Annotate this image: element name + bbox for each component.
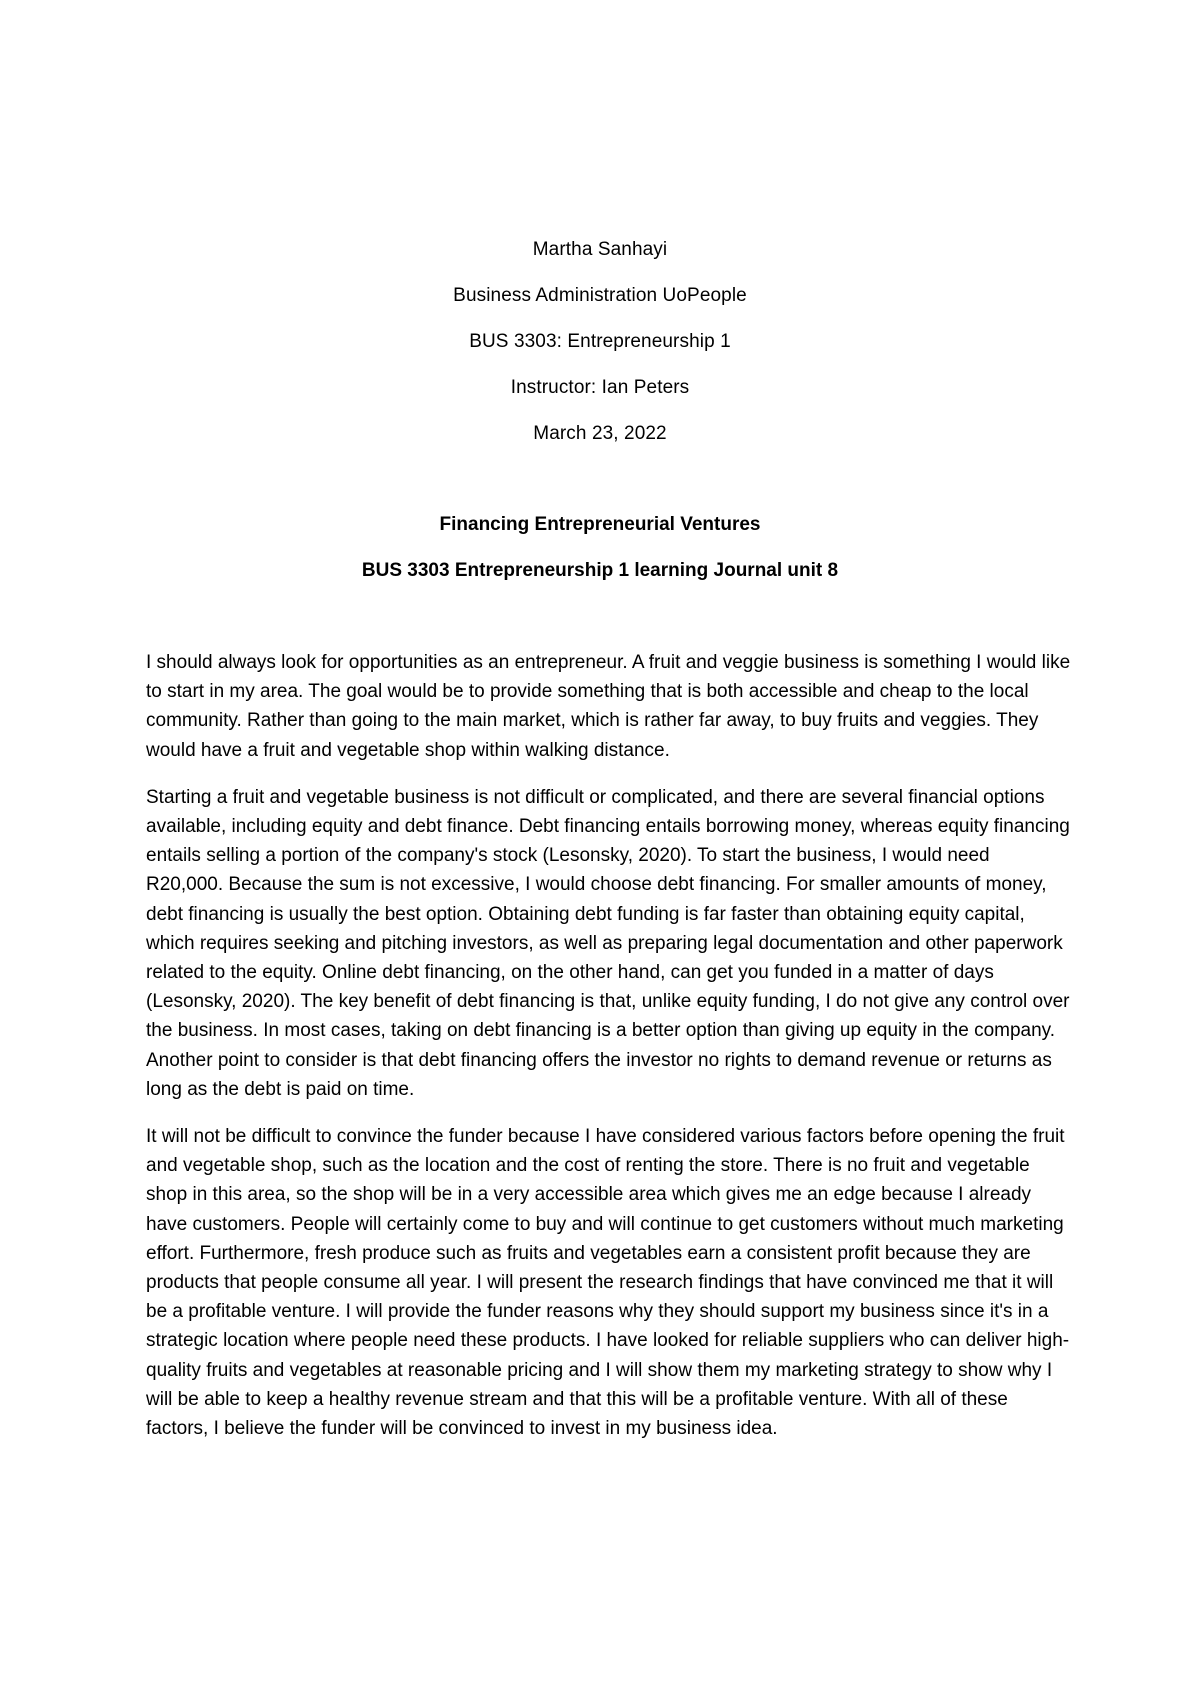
- instructor-name: Instructor: Ian Peters: [510, 377, 690, 398]
- body-paragraph-3: It will not be difficult to convince the funder because I have considered various factors before opening the fruit and vegetable shop, such as the location and the cost of renting the store. There is no fruit and vegetable shop in this area, so the shop will be in a very accessible area which gives me an edge because I already have customers. People will certainly come to buy and will continue to get customers without much marketing effort. Furthermore, fresh produce such as fruits and vegetables earn a consistent profit because they are products that people consume all year. I will present the research findings that have convinced me that it will be a profitable venture. I will provide the funder reasons why they should support my business since it's in a strategic location where people need these products. I have looked for reliable suppliers who can deliver high-quality fruits and vegetables at reasonable pricing and I will show them my marketing strategy to show why I will be able to keep a healthy revenue stream and that this will be a profitable venture. With all of these factors, I believe the funder will be convinced to invest in my business idea.: [146, 1126, 1070, 1440]
- body-paragraph-1: I should always look for opportunities as an entrepreneur. A fruit and veggie business is something I would like to start in my area. The goal would be to provide something that is both accessible and cheap to the local community. Rather than going to the main market, which is rather far away, to buy fruits and veggies. They would have a fruit and vegetable shop within walking distance.: [146, 652, 1071, 761]
- author-name: Martha Sanhayi: [532, 239, 668, 260]
- course-name: BUS 3303: Entrepreneurship 1: [469, 331, 731, 352]
- body-paragraph-2: Starting a fruit and vegetable business is not difficult or complicated, and there are several financial options available, including equity and debt finance. Debt financing entails borrowing money, whereas equity financing entails selling a portion of the company's stock (Lesonsky, 2020). To start the business, I would need R20,000. Because the sum is not excessive, I would choose debt financing. For smaller amounts of money, debt financing is usually the best option. Obtaining debt funding is far faster than obtaining equity capital, which requires seeking and pitching investors, as well as preparing legal documentation and other paperwork related to the equity. Online debt financing, on the other hand, can get you funded in a matter of days (Lesonsky, 2020). The key benefit of debt financing is that, unlike equity funding, I do not give any control over the business. In most cases, taking on debt financing is a better option than giving up equity in the company. Another point to consider is that debt financing offers the investor no rights to demand revenue or returns as long as the debt is paid on time.: [146, 786, 1070, 1100]
- title-block: [0, 513, 1200, 605]
- document-subtitle: BUS 3303 Entrepreneurship 1 learning Journal unit 8: [361, 560, 839, 581]
- cover-header: [0, 238, 1200, 468]
- program-name: Business Administration UoPeople: [453, 285, 747, 306]
- submission-date: March 23, 2022: [533, 423, 667, 444]
- document-body: [146, 648, 1071, 1461]
- document-title: Financing Entrepreneurial Ventures: [439, 514, 761, 535]
